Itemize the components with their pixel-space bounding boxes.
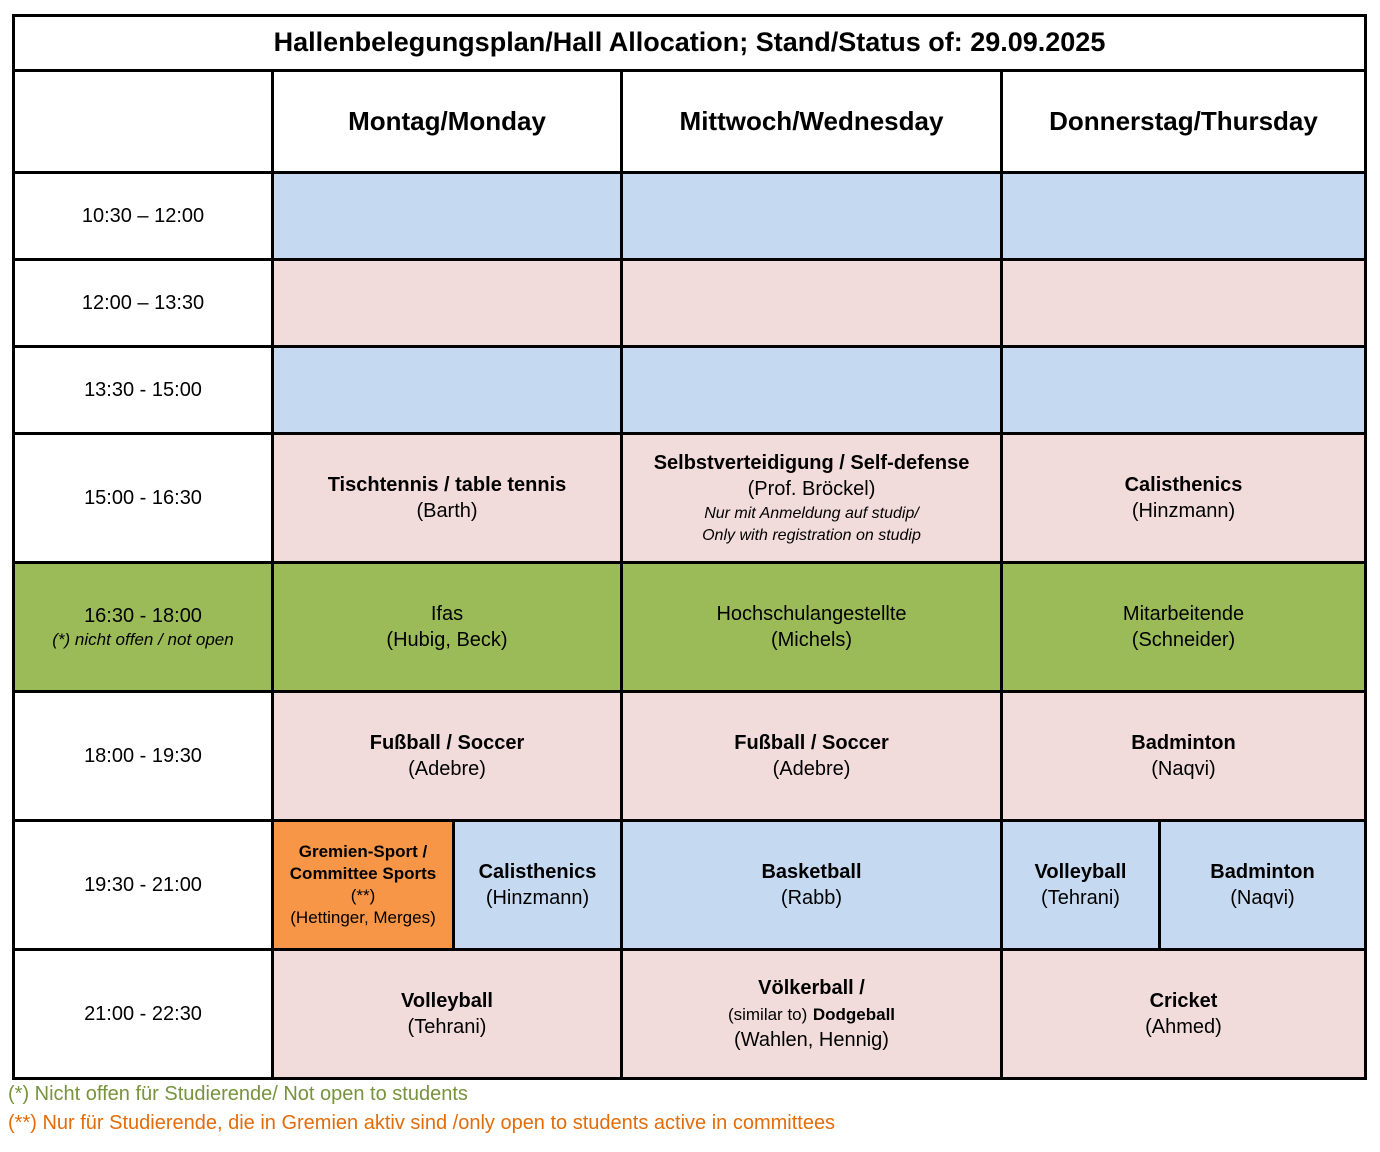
slot-table-tennis	[274, 435, 623, 564]
slot-empty	[274, 174, 623, 261]
activity-leader: (Prof. Bröckel)	[747, 478, 876, 501]
activity-leader: (Michels)	[770, 629, 853, 651]
day-header-monday	[274, 72, 623, 174]
slot-empty	[623, 174, 1003, 261]
activity-name: Volleyball	[1034, 861, 1127, 883]
slot-calisthenics-monday	[455, 822, 623, 951]
time-slot-6	[15, 693, 274, 822]
slot-volleyball-thursday	[1003, 822, 1161, 951]
activity-leader: (Adebre)	[772, 758, 851, 780]
header-corner	[15, 72, 274, 174]
slot-empty	[274, 348, 623, 435]
time-label: 13:30 - 15:00	[84, 379, 202, 401]
slot-empty	[1003, 174, 1364, 261]
time-slot-4	[15, 435, 274, 564]
activity-leader: (Hettinger, Merges)	[290, 908, 436, 928]
time-slot-5	[15, 564, 274, 693]
legend-not-open: (*) Nicht offen für Studierende/ Not open to students	[8, 1083, 468, 1105]
day-header-wednesday	[623, 72, 1003, 174]
activity-leader: (Hubig, Beck)	[386, 629, 508, 651]
slot-empty	[1003, 348, 1364, 435]
slot-soccer-wednesday	[623, 693, 1003, 822]
activity-leader: (Rabb)	[780, 887, 843, 909]
activity-name: Basketball	[761, 861, 862, 883]
slot-empty	[623, 348, 1003, 435]
activity-name: Calisthenics	[478, 861, 597, 883]
time-label: 21:00 - 22:30	[84, 1003, 202, 1025]
activity-name: Völkerball /	[758, 977, 865, 999]
activity-name: Tischtennis / table tennis	[327, 474, 567, 496]
time-label: 18:00 - 19:30	[84, 745, 202, 767]
slot-badminton-thursday	[1003, 693, 1364, 822]
slot-ifas	[274, 564, 623, 693]
slot-badminton-late	[1161, 822, 1364, 951]
activity-leader: (Naqvi)	[1230, 887, 1295, 909]
activity-prefix: (similar to)	[727, 1005, 808, 1024]
day-label: Mittwoch/Wednesday	[679, 105, 944, 136]
activity-leader: (Naqvi)	[1151, 758, 1216, 780]
slot-dodgeball	[623, 951, 1003, 1077]
activity-leader: (Hinzmann)	[485, 887, 590, 909]
slot-empty	[623, 261, 1003, 348]
activity-leader: (Tehrani)	[407, 1016, 487, 1038]
activity-leader: (Adebre)	[408, 758, 486, 780]
registration-note: Nur mit Anmeldung auf studip/	[704, 505, 919, 523]
day-label: Donnerstag/Thursday	[1049, 105, 1318, 136]
time-slot-3	[15, 348, 274, 435]
activity-leader: (Hinzmann)	[1131, 500, 1236, 522]
activity-leader: (Schneider)	[1131, 629, 1236, 651]
activity-name: Ifas	[430, 603, 464, 625]
slot-basketball	[623, 822, 1003, 951]
day-header-thursday	[1003, 72, 1364, 174]
slot-soccer-monday	[274, 693, 623, 822]
slot-empty	[274, 261, 623, 348]
activity-leader: (Tehrani)	[1041, 887, 1120, 909]
time-slot-2	[15, 261, 274, 348]
activity-name: Mitarbeitende	[1122, 603, 1245, 625]
time-slot-1	[15, 174, 274, 261]
activity-name: Dodgeball	[812, 1005, 896, 1024]
slot-volleyball-monday	[274, 951, 623, 1077]
time-label: 10:30 – 12:00	[81, 205, 205, 227]
activity-name: Committee Sports	[289, 863, 437, 883]
activity-name: Gremien-Sport /	[298, 841, 428, 861]
slot-cricket	[1003, 951, 1364, 1077]
activity-name: Cricket	[1149, 990, 1218, 1012]
slot-employees	[1003, 564, 1364, 693]
activity-leader: (Barth)	[416, 500, 478, 522]
activity-name: Badminton	[1210, 861, 1315, 883]
activity-name: Hochschulangestellte	[716, 603, 907, 625]
day-label: Montag/Monday	[348, 105, 546, 136]
time-slot-7	[15, 822, 274, 951]
slot-self-defense	[623, 435, 1003, 564]
committee-mark: (**)	[350, 886, 376, 905]
legend-committee-only: (**) Nur für Studierende, die in Gremien aktiv sind /only open to students active in committees	[8, 1112, 836, 1134]
slot-empty	[1003, 261, 1364, 348]
slot-university-staff	[623, 564, 1003, 693]
activity-leader: (Ahmed)	[1145, 1016, 1222, 1038]
activity-name: Fußball / Soccer	[734, 732, 889, 754]
activity-name: Volleyball	[401, 990, 493, 1012]
hall-allocation-table	[12, 14, 1367, 1080]
time-label: 16:30 - 18:00	[84, 604, 202, 627]
slot-committee-sports	[274, 822, 455, 951]
activity-name: Selbstverteidigung / Self-defense	[653, 452, 970, 475]
time-label: 12:00 – 13:30	[81, 292, 205, 314]
activity-name: Calisthenics	[1124, 474, 1243, 496]
time-slot-8	[15, 951, 274, 1077]
title-text: Hallenbelegungsplan/Hall Allocation; Stand/Status of: 29.09.2025	[273, 27, 1106, 58]
slot-calisthenics	[1003, 435, 1364, 564]
page-title	[15, 17, 1364, 72]
activity-leader: (Wahlen, Hennig)	[734, 1029, 889, 1051]
time-label: 15:00 - 16:30	[84, 487, 202, 509]
registration-note: Only with registration on studip	[702, 527, 921, 545]
activity-name: Fußball / Soccer	[369, 732, 525, 754]
not-open-note: (*) nicht offen / not open	[52, 629, 234, 649]
time-label: 19:30 - 21:00	[84, 874, 202, 896]
activity-name: Badminton	[1131, 732, 1236, 754]
